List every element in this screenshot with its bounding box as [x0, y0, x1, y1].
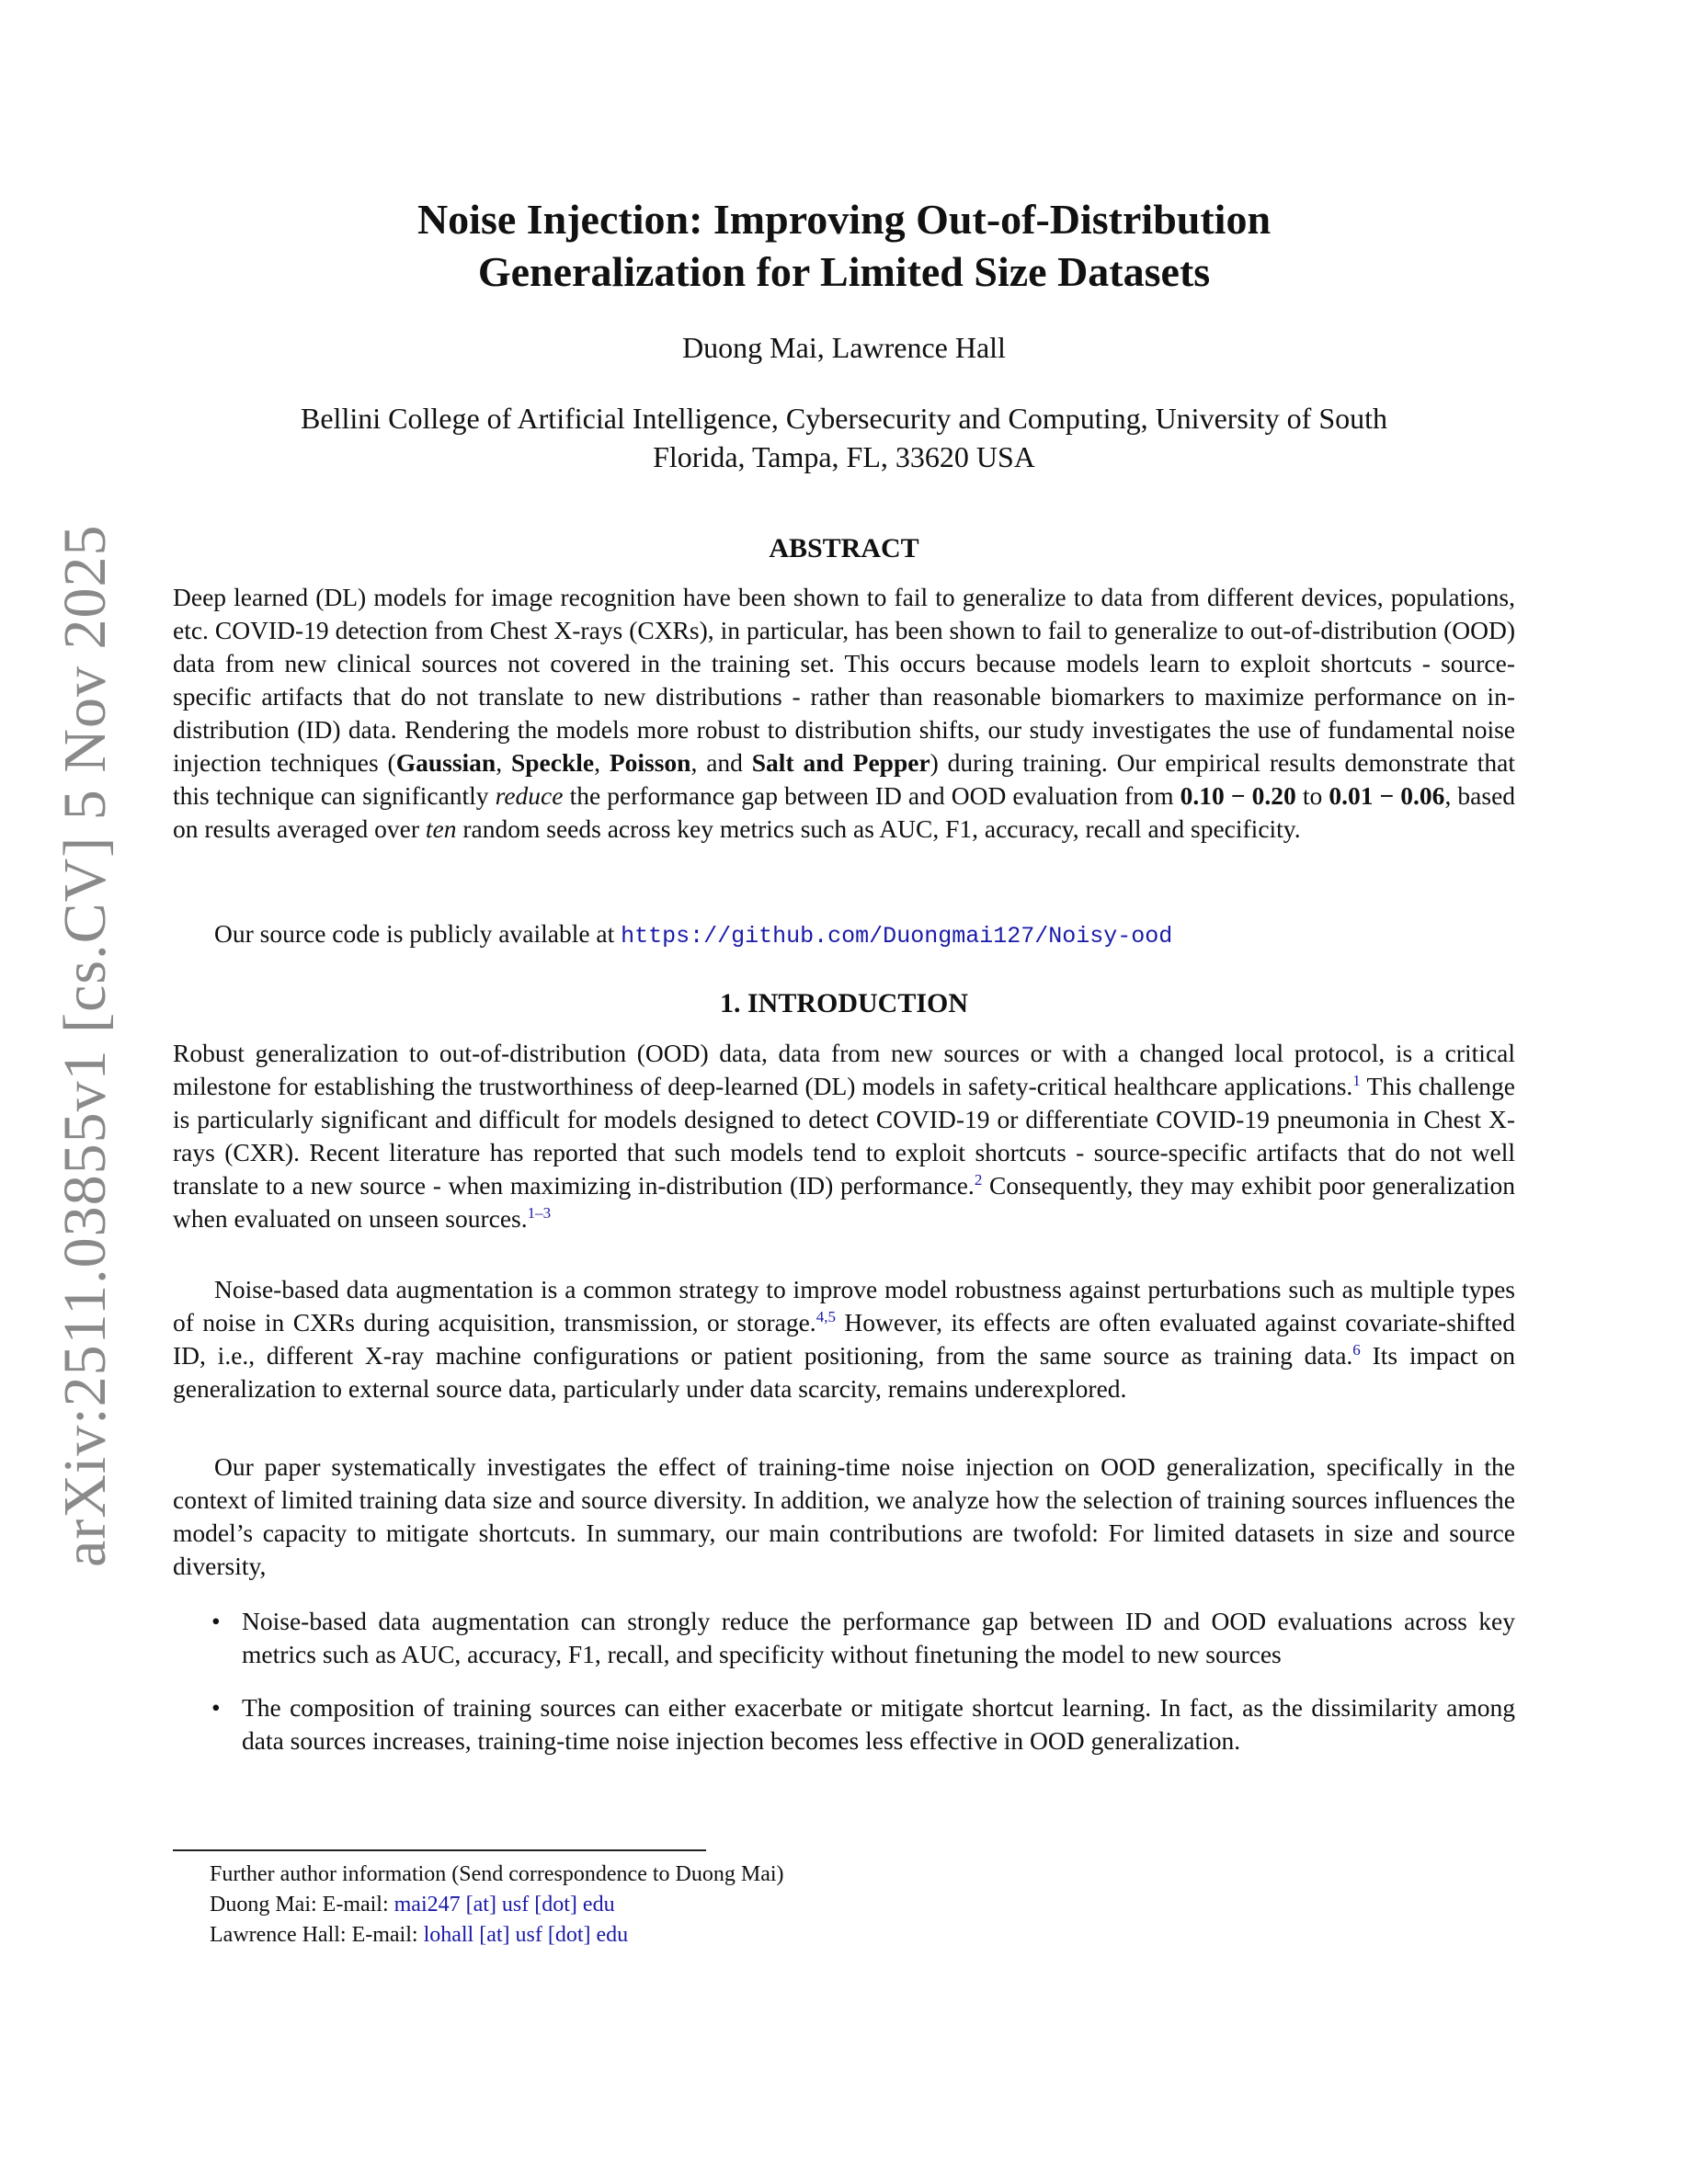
author-2-email-link[interactable]: lohall [at] usf [dot] edu [423, 1923, 629, 1947]
emphasis-reduce: reduce [495, 781, 564, 810]
author-list: Duong Mai, Lawrence Hall [682, 331, 1006, 364]
abstract-text: , [496, 748, 511, 777]
noise-salt-and-pepper: Salt and Pepper [751, 748, 930, 777]
noise-speckle: Speckle [510, 748, 595, 777]
abstract-heading: ABSTRACT [769, 533, 919, 563]
contribution-text: Noise-based data augmentation can strongly reduce the performance gap between ID and OOD evaluations across key metrics such as AUC, accuracy, F1, recall, and specificity without finetuning the model to new sources [242, 1607, 1515, 1668]
abstract-text: Deep learned (DL) models for image recognition have been shown to fail to generalize to data from different devices, populations, etc. COVID-19 detection from Chest X-rays (CXRs), in particular, has been shown to fail to generalize to out-of-distribution (OOD) data from new clinical sources not covered in the training set. This occurs because models learn to exploit shortcuts - source-specific artifacts that do not translate to new distributions - rather than reasonable biomarkers to maximize performance on in-distribution (ID) data. Rendering the models more robust to distribution shifts, our study investigates the use of fundamental noise injection techniques ( [173, 583, 1515, 777]
author-2-label: Lawrence Hall: E-mail: [210, 1923, 424, 1947]
source-code-text: Our source code is publicly available at [214, 919, 622, 948]
noise-poisson: Poisson [609, 748, 691, 777]
citation-link[interactable]: 6 [1352, 1340, 1361, 1359]
footnotes [210, 1860, 784, 1951]
intro-text: Its impact on generalization to external source data, particularly under data scarcity, remains underexplored. [173, 1341, 1515, 1403]
citation-link[interactable]: 1 [1352, 1071, 1361, 1089]
affiliation [173, 399, 1515, 476]
footnote-author-2 [210, 1920, 784, 1951]
gap-range-after: 0.01 − 0.06 [1329, 781, 1445, 810]
abstract-text: random seeds across key metrics such as AUC, F1, accuracy, recall and specificity. [456, 814, 1301, 843]
intro-paragraph-3: Our paper systematically investigates the effect of training-time noise injection on OOD generalization, specifically in the context of limited training data size and source diversity. In addition, we analyze how the selection of training sources influences the model’s capacity to mitigate shortcuts. In summary, our main contributions are twofold: For limited datasets in size and source diversity, [173, 1452, 1515, 1580]
footnote-correspondence: Further author information (Send correspondence to Duong Mai) [210, 1862, 784, 1886]
author-1-email-link[interactable]: mai247 [at] usf [dot] edu [393, 1893, 615, 1917]
gap-range-before: 0.10 − 0.20 [1180, 781, 1296, 810]
bullet-icon: • [211, 1693, 221, 1722]
affiliation-line: Florida, Tampa, FL, 33620 USA [653, 440, 1035, 473]
abstract-text: to [1295, 781, 1329, 810]
intro-text: Consequently, they may exhibit poor generalization when evaluated on unseen sources. [173, 1171, 1515, 1233]
affiliation-line: Bellini College of Artificial Intelligence, Cybersecurity and Computing, University of South [301, 402, 1387, 435]
title-line: Generalization for Limited Size Datasets [477, 248, 1211, 295]
emphasis-ten: ten [425, 814, 457, 843]
arxiv-identifier-stamp: arXiv:2511.03855v1 [cs.CV] 5 Nov 2025 [51, 524, 119, 1567]
abstract-text: , and [690, 748, 752, 777]
intro-text: However, its effects are often evaluated against covariate-shifted ID, i.e., different X-ray machine configurations or patient positioning, from the same source as training data. [173, 1308, 1515, 1370]
abstract-text: the performance gap between ID and OOD evaluation from [563, 781, 1180, 810]
abstract-text: , [594, 748, 610, 777]
abstract-paragraph [173, 581, 1515, 846]
abstract-text: ) during training. Our empirical results demonstrate that this technique can significantly [173, 748, 1516, 810]
citation-link[interactable]: 2 [974, 1170, 983, 1189]
github-link[interactable]: https://github.com/Duongmai127/Noisy-ood [621, 923, 1173, 950]
intro-text: Noise-based data augmentation is a common strategy to improve model robustness against perturbations such as multiple types of noise in CXRs during acquisition, transmission, or storage. [173, 1275, 1515, 1337]
contribution-text: The composition of training sources can either exacerbate or mitigate shortcut learning. In fact, as the dissimilarity among data sources increases, training-time noise injection becomes less effective in OOD generalization. [242, 1693, 1515, 1755]
contribution-item [173, 1691, 1515, 1757]
intro-paragraph-1 [173, 1037, 1515, 1235]
contribution-item [173, 1605, 1515, 1671]
noise-gaussian: Gaussian [395, 748, 496, 777]
author-1-label: Duong Mai: E-mail: [210, 1893, 394, 1917]
citation-link[interactable]: 4,5 [815, 1307, 836, 1325]
intro-text: This challenge is particularly significant and difficult for models designed to detect COVID-19 or differentiate COVID-19 pneumonia in Chest X-rays (CXR). Recent literature has reported that such models tend to exploit shortcuts - source-specific artifacts that do not well translate to a new source - when maximizing in-distribution (ID) performance. [173, 1072, 1515, 1200]
contributions-list [173, 1605, 1515, 1778]
abstract-text: , based on results averaged over [173, 781, 1516, 843]
footnote-author-1 [210, 1890, 784, 1920]
introduction-heading: 1. INTRODUCTION [719, 988, 969, 1018]
footnote-divider [173, 1849, 706, 1851]
source-code-paragraph [173, 917, 1515, 953]
citation-link[interactable]: 1–3 [527, 1203, 552, 1222]
title-line: Noise Injection: Improving Out-of-Distribution [416, 196, 1272, 243]
paper-title [173, 193, 1515, 298]
intro-text: Robust generalization to out-of-distribution (OOD) data, data from new sources or with a changed local protocol, is a critical milestone for establishing the trustworthiness of deep-learned (DL) models in safety-critical healthcare applications. [173, 1039, 1515, 1100]
intro-paragraph-2 [173, 1273, 1515, 1405]
bullet-icon: • [211, 1607, 221, 1635]
